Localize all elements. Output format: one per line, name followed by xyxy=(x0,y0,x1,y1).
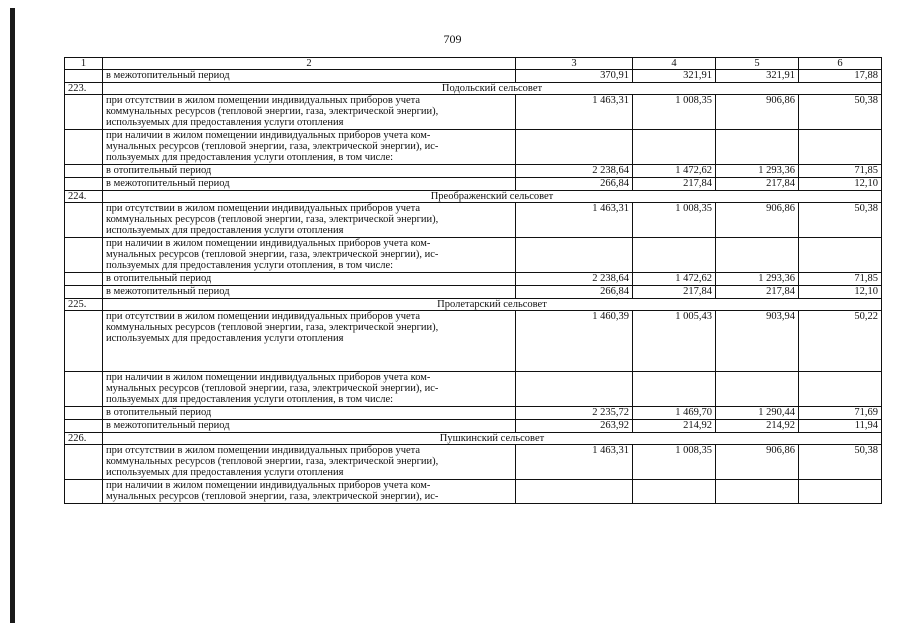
description-line: коммунальных ресурсов (тепловой энергии, газа, электрической энергии), xyxy=(106,322,439,333)
row-number-cell xyxy=(65,480,103,504)
value-cell-5: 906,86 xyxy=(716,95,799,130)
table-row xyxy=(65,95,882,130)
description-cell xyxy=(103,273,516,286)
section-number: 224. xyxy=(65,191,103,203)
description-cell xyxy=(103,420,516,433)
description-line: в отопительный период xyxy=(106,407,212,418)
value-cell-3 xyxy=(516,130,633,165)
section-title: Подольский сельсовет xyxy=(103,83,882,95)
value-cell-6: 71,85 xyxy=(799,165,882,178)
value-cell-6: 12,10 xyxy=(799,286,882,299)
row-number-cell xyxy=(65,311,103,372)
row-number-cell xyxy=(65,165,103,178)
description-line: пользуемых для предоставления услуги отопления, в том числе: xyxy=(106,260,394,271)
header-cell-4: 4 xyxy=(633,58,716,70)
value-cell-4: 1 008,35 xyxy=(633,203,716,238)
table-row xyxy=(65,273,882,286)
description-line: мунальных ресурсов (тепловой энергии, газа, электрической энергии), ис- xyxy=(106,383,439,394)
value-cell-6: 50,38 xyxy=(799,203,882,238)
row-number-cell xyxy=(65,70,103,83)
value-cell-4: 1 008,35 xyxy=(633,95,716,130)
value-cell-6 xyxy=(799,130,882,165)
value-cell-4: 1 472,62 xyxy=(633,273,716,286)
value-cell-3: 1 460,39 xyxy=(516,311,633,372)
value-cell-4: 1 005,43 xyxy=(633,311,716,372)
description-cell xyxy=(103,372,516,407)
value-cell-4: 1 469,70 xyxy=(633,407,716,420)
description-line: при отсутствии в жилом помещении индивидуальных приборов учета xyxy=(106,203,421,214)
description-cell xyxy=(103,70,516,83)
value-cell-3: 2 238,64 xyxy=(516,273,633,286)
value-cell-3 xyxy=(516,238,633,273)
section-title: Пушкинский сельсовет xyxy=(103,433,882,445)
table-row xyxy=(65,70,882,83)
header-cell-1: 1 xyxy=(65,58,103,70)
value-cell-6: 71,85 xyxy=(799,273,882,286)
value-cell-6 xyxy=(799,372,882,407)
row-number-cell xyxy=(65,286,103,299)
value-cell-5: 1 290,44 xyxy=(716,407,799,420)
table-row xyxy=(65,130,882,165)
value-cell-5: 903,94 xyxy=(716,311,799,372)
section-row xyxy=(65,433,882,445)
description-line: в межотопительный период xyxy=(106,420,230,431)
table-row xyxy=(65,311,882,372)
section-title: Преображенский сельсовет xyxy=(103,191,882,203)
section-row xyxy=(65,299,882,311)
value-cell-3: 370,91 xyxy=(516,70,633,83)
description-line: в межотопительный период xyxy=(106,70,230,81)
description-line: используемых для предоставления услуги отопления xyxy=(106,467,344,478)
description-line: при наличии в жилом помещении индивидуальных приборов учета ком- xyxy=(106,372,431,383)
description-line: используемых для предоставления услуги отопления xyxy=(106,333,344,344)
value-cell-4: 214,92 xyxy=(633,420,716,433)
description-cell xyxy=(103,311,516,372)
header-cell-2: 2 xyxy=(103,58,516,70)
description-line: в межотопительный период xyxy=(106,286,230,297)
value-cell-4 xyxy=(633,130,716,165)
value-cell-6: 11,94 xyxy=(799,420,882,433)
description-cell xyxy=(103,286,516,299)
value-cell-4 xyxy=(633,480,716,504)
table-row xyxy=(65,407,882,420)
value-cell-5: 214,92 xyxy=(716,420,799,433)
binding-edge xyxy=(10,8,15,623)
section-number: 225. xyxy=(65,299,103,311)
value-cell-5 xyxy=(716,130,799,165)
description-line: в отопительный период xyxy=(106,165,212,176)
value-cell-3: 266,84 xyxy=(516,286,633,299)
row-number-cell xyxy=(65,178,103,191)
description-line: при отсутствии в жилом помещении индивидуальных приборов учета xyxy=(106,311,421,322)
value-cell-3: 1 463,31 xyxy=(516,95,633,130)
description-cell xyxy=(103,165,516,178)
value-cell-5: 321,91 xyxy=(716,70,799,83)
value-cell-5 xyxy=(716,480,799,504)
description-line: коммунальных ресурсов (тепловой энергии, газа, электрической энергии), xyxy=(106,214,439,225)
value-cell-6: 50,38 xyxy=(799,95,882,130)
row-number-cell xyxy=(65,95,103,130)
description-cell xyxy=(103,130,516,165)
row-number-cell xyxy=(65,372,103,407)
description-line: мунальных ресурсов (тепловой энергии, газа, электрической энергии), ис- xyxy=(106,249,439,260)
value-cell-3: 2 235,72 xyxy=(516,407,633,420)
description-line: коммунальных ресурсов (тепловой энергии, газа, электрической энергии), xyxy=(106,106,439,117)
description-line: мунальных ресурсов (тепловой энергии, газа, электрической энергии), ис- xyxy=(106,491,439,502)
description-line: коммунальных ресурсов (тепловой энергии, газа, электрической энергии), xyxy=(106,456,439,467)
value-cell-5: 1 293,36 xyxy=(716,273,799,286)
value-cell-6: 17,88 xyxy=(799,70,882,83)
description-line: в межотопительный период xyxy=(106,178,230,189)
header-row xyxy=(65,58,882,70)
header-cell-5: 5 xyxy=(716,58,799,70)
value-cell-3 xyxy=(516,372,633,407)
value-cell-5: 1 293,36 xyxy=(716,165,799,178)
description-line: при наличии в жилом помещении индивидуальных приборов учета ком- xyxy=(106,130,431,141)
section-row xyxy=(65,83,882,95)
tariff-table xyxy=(64,57,882,504)
table-row xyxy=(65,480,882,504)
value-cell-4: 321,91 xyxy=(633,70,716,83)
value-cell-4 xyxy=(633,372,716,407)
value-cell-4 xyxy=(633,238,716,273)
description-line: пользуемых для предоставления услуги отопления, в том числе: xyxy=(106,152,394,163)
description-cell xyxy=(103,480,516,504)
value-cell-4: 1 008,35 xyxy=(633,445,716,480)
description-line: при наличии в жилом помещении индивидуальных приборов учета ком- xyxy=(106,480,431,491)
section-number: 223. xyxy=(65,83,103,95)
table-row xyxy=(65,203,882,238)
page-number: 709 xyxy=(443,32,462,46)
description-line: пользуемых для предоставления услуги отопления, в том числе: xyxy=(106,394,394,405)
table-row xyxy=(65,372,882,407)
value-cell-4: 217,84 xyxy=(633,286,716,299)
header-cell-3: 3 xyxy=(516,58,633,70)
value-cell-3: 266,84 xyxy=(516,178,633,191)
table-row xyxy=(65,420,882,433)
value-cell-5: 217,84 xyxy=(716,178,799,191)
description-cell xyxy=(103,95,516,130)
value-cell-3: 263,92 xyxy=(516,420,633,433)
value-cell-5: 217,84 xyxy=(716,286,799,299)
description-line: мунальных ресурсов (тепловой энергии, газа, электрической энергии), ис- xyxy=(106,141,439,152)
description-line: при отсутствии в жилом помещении индивидуальных приборов учета xyxy=(106,95,421,106)
description-cell xyxy=(103,178,516,191)
description-cell xyxy=(103,203,516,238)
description-cell xyxy=(103,407,516,420)
table-row xyxy=(65,178,882,191)
table-row xyxy=(65,286,882,299)
section-title: Пролетарский сельсовет xyxy=(103,299,882,311)
row-number-cell xyxy=(65,407,103,420)
value-cell-6: 50,38 xyxy=(799,445,882,480)
table-row xyxy=(65,165,882,178)
row-number-cell xyxy=(65,445,103,480)
description-cell xyxy=(103,238,516,273)
value-cell-6 xyxy=(799,480,882,504)
header-cell-6: 6 xyxy=(799,58,882,70)
description-line: используемых для предоставления услуги отопления xyxy=(106,117,344,128)
table-row xyxy=(65,445,882,480)
description-line: в отопительный период xyxy=(106,273,212,284)
row-number-cell xyxy=(65,203,103,238)
value-cell-3: 1 463,31 xyxy=(516,445,633,480)
row-number-cell xyxy=(65,273,103,286)
value-cell-6: 71,69 xyxy=(799,407,882,420)
description-cell xyxy=(103,445,516,480)
value-cell-5: 906,86 xyxy=(716,445,799,480)
value-cell-4: 1 472,62 xyxy=(633,165,716,178)
description-line: при отсутствии в жилом помещении индивидуальных приборов учета xyxy=(106,445,421,456)
row-number-cell xyxy=(65,238,103,273)
value-cell-6: 50,22 xyxy=(799,311,882,372)
value-cell-6: 12,10 xyxy=(799,178,882,191)
value-cell-5: 906,86 xyxy=(716,203,799,238)
row-number-cell xyxy=(65,420,103,433)
value-cell-5 xyxy=(716,238,799,273)
value-cell-5 xyxy=(716,372,799,407)
description-line: при наличии в жилом помещении индивидуальных приборов учета ком- xyxy=(106,238,431,249)
value-cell-3: 1 463,31 xyxy=(516,203,633,238)
section-row xyxy=(65,191,882,203)
value-cell-4: 217,84 xyxy=(633,178,716,191)
value-cell-3: 2 238,64 xyxy=(516,165,633,178)
section-number: 226. xyxy=(65,433,103,445)
value-cell-6 xyxy=(799,238,882,273)
row-number-cell xyxy=(65,130,103,165)
value-cell-3 xyxy=(516,480,633,504)
table-row xyxy=(65,238,882,273)
description-line: используемых для предоставления услуги отопления xyxy=(106,225,344,236)
